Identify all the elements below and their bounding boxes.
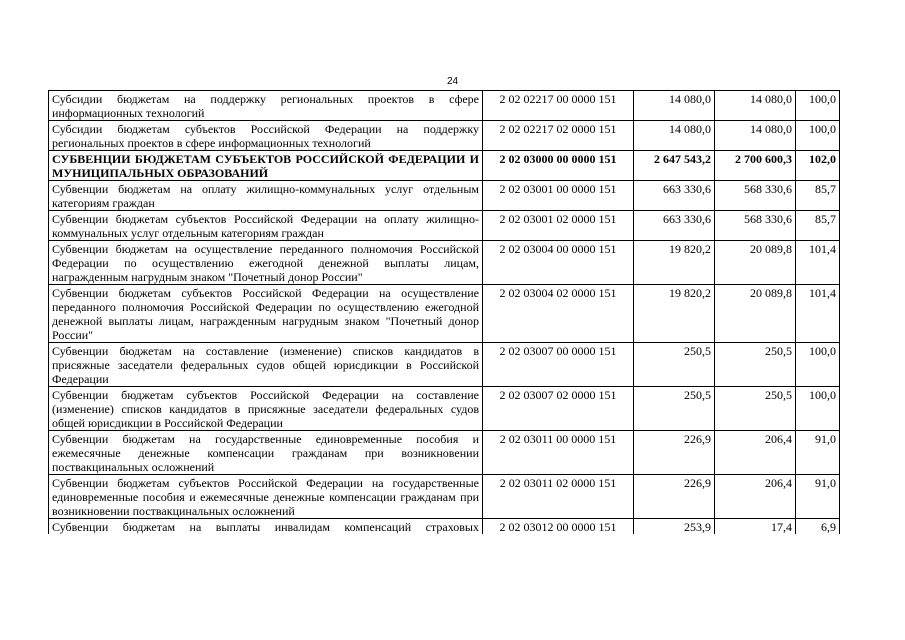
table-row: [49, 211, 840, 241]
table-row: [49, 241, 840, 285]
table-row: [49, 475, 840, 519]
table-row: [49, 121, 840, 151]
row-percent: 91,0: [796, 475, 840, 519]
row-plan-amount: 663 330,6: [634, 181, 715, 211]
row-actual-amount: 14 080,0: [715, 91, 796, 121]
row-plan-amount: 2 647 543,2: [634, 151, 715, 181]
row-name: Субсидии бюджетам на поддержку региональных проектов в сфере информационных технологий: [49, 91, 483, 121]
row-plan-amount: 250,5: [634, 343, 715, 387]
row-actual-amount: 250,5: [715, 387, 796, 431]
row-plan-amount: 226,9: [634, 475, 715, 519]
row-plan-amount: 19 820,2: [634, 285, 715, 343]
row-actual-amount: 568 330,6: [715, 181, 796, 211]
table-row: [49, 431, 840, 475]
table-row: [49, 151, 840, 181]
row-percent: 100,0: [796, 121, 840, 151]
row-name: Субвенции бюджетам на государственные единовременные пособия и ежемесячные денежные компенсации гражданам при возникновении поствакцинальных осложнений: [49, 431, 483, 475]
row-percent: 85,7: [796, 211, 840, 241]
row-percent: 100,0: [796, 343, 840, 387]
row-code: 2 02 03004 02 0000 151: [483, 285, 634, 343]
row-name: Субвенции бюджетам на оплату жилищно-коммунальных услуг отдельным категориям граждан: [49, 181, 483, 211]
row-actual-amount: 250,5: [715, 343, 796, 387]
row-percent: 100,0: [796, 91, 840, 121]
row-percent: 6,9: [796, 519, 840, 535]
row-percent: 85,7: [796, 181, 840, 211]
row-percent: 101,4: [796, 285, 840, 343]
row-plan-amount: 250,5: [634, 387, 715, 431]
row-name: Субвенции бюджетам на выплаты инвалидам компенсаций страховых: [49, 519, 483, 535]
row-actual-amount: 206,4: [715, 475, 796, 519]
row-actual-amount: 20 089,8: [715, 285, 796, 343]
row-name: Субсидии бюджетам субъектов Российской Федерации на поддержку региональных проектов в сфере информационных технологий: [49, 121, 483, 151]
row-code: 2 02 03001 02 0000 151: [483, 211, 634, 241]
row-actual-amount: 20 089,8: [715, 241, 796, 285]
row-actual-amount: 568 330,6: [715, 211, 796, 241]
table-row: [49, 387, 840, 431]
table-row: [49, 343, 840, 387]
row-name: Субвенции бюджетам субъектов Российской Федерации на государственные единовременные пособия и ежемесячные денежные компенсации гражданам при возникновении поствакцинальных осложнений: [49, 475, 483, 519]
row-plan-amount: 19 820,2: [634, 241, 715, 285]
row-plan-amount: 14 080,0: [634, 121, 715, 151]
budget-table-body: [49, 91, 840, 535]
row-name: Субвенции бюджетам на осуществление переданного полномочия Российской Федерации по осуществлению ежегодной денежной выплаты лицам, награжденным нагрудным знаком "Почетный донор России": [49, 241, 483, 285]
row-percent: 102,0: [796, 151, 840, 181]
row-name: Субвенции бюджетам субъектов Российской Федерации на составление (изменение) списков кандидатов в присяжные заседатели федеральных судов общей юрисдикции в Российской Федерации: [49, 387, 483, 431]
row-name: Субвенции бюджетам субъектов Российской Федерации на осуществление переданного полномочия Российской Федерации по осуществлению ежегодной денежной выплаты лицам, награжденным нагрудным знаком "Почетный донор России": [49, 285, 483, 343]
row-code: 2 02 03004 00 0000 151: [483, 241, 634, 285]
row-percent: 100,0: [796, 387, 840, 431]
table-row: [49, 91, 840, 121]
row-actual-amount: 17,4: [715, 519, 796, 535]
row-code: 2 02 03011 00 0000 151: [483, 431, 634, 475]
row-actual-amount: 14 080,0: [715, 121, 796, 151]
row-code: 2 02 03012 00 0000 151: [483, 519, 634, 535]
row-plan-amount: 226,9: [634, 431, 715, 475]
row-actual-amount: 2 700 600,3: [715, 151, 796, 181]
row-percent: 91,0: [796, 431, 840, 475]
row-code: 2 02 02217 00 0000 151: [483, 91, 634, 121]
row-code: 2 02 03007 00 0000 151: [483, 343, 634, 387]
row-plan-amount: 253,9: [634, 519, 715, 535]
row-plan-amount: 14 080,0: [634, 91, 715, 121]
row-code: 2 02 02217 02 0000 151: [483, 121, 634, 151]
row-code: 2 02 03007 02 0000 151: [483, 387, 634, 431]
row-name: СУБВЕНЦИИ БЮДЖЕТАМ СУБЪЕКТОВ РОССИЙСКОЙ ФЕДЕРАЦИИ И МУНИЦИПАЛЬНЫХ ОБРАЗОВАНИЙ: [49, 151, 483, 181]
row-name: Субвенции бюджетам субъектов Российской Федерации на оплату жилищно-коммунальных услуг отдельным категориям граждан: [49, 211, 483, 241]
budget-table: [48, 90, 840, 534]
row-percent: 101,4: [796, 241, 840, 285]
table-row: [49, 519, 840, 535]
row-actual-amount: 206,4: [715, 431, 796, 475]
table-row: [49, 285, 840, 343]
row-name: Субвенции бюджетам на составление (изменение) списков кандидатов в присяжные заседатели федеральных судов общей юрисдикции в Российской Федерации: [49, 343, 483, 387]
row-code: 2 02 03000 00 0000 151: [483, 151, 634, 181]
table-row: [49, 181, 840, 211]
row-code: 2 02 03011 02 0000 151: [483, 475, 634, 519]
row-code: 2 02 03001 00 0000 151: [483, 181, 634, 211]
page-number: 24: [446, 76, 459, 87]
row-plan-amount: 663 330,6: [634, 211, 715, 241]
